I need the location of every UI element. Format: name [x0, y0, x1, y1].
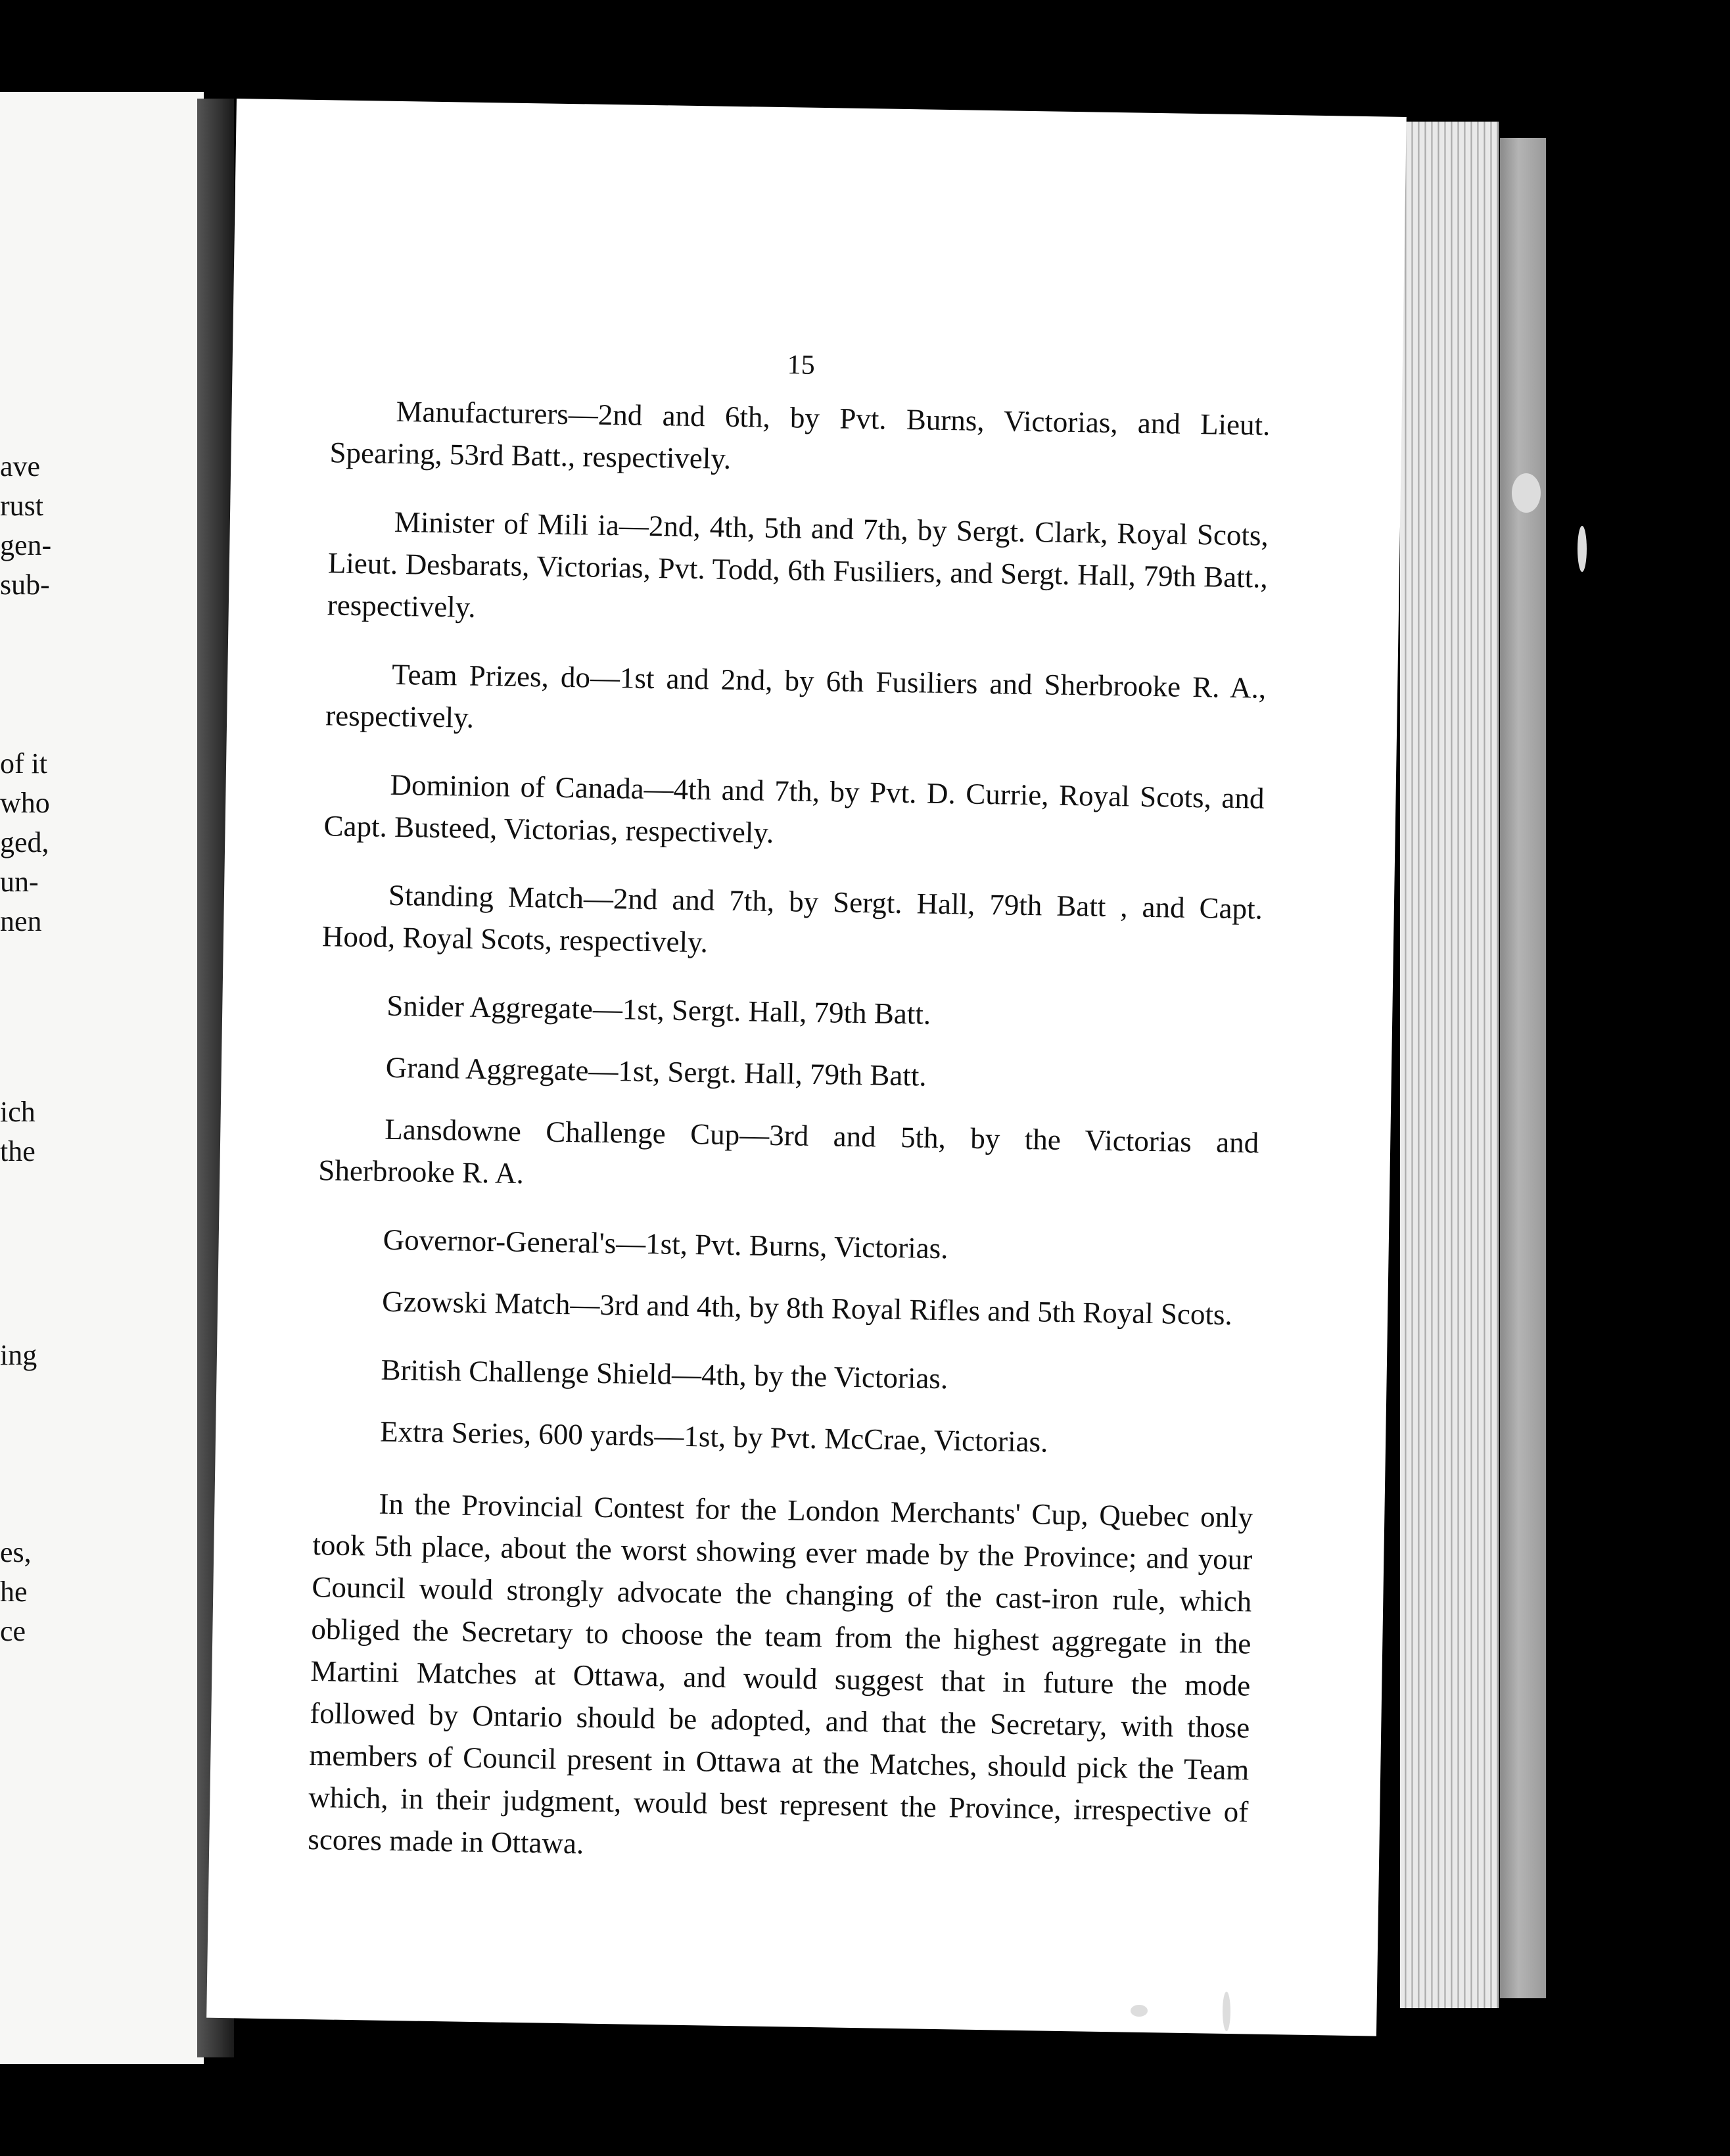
left-page-fragment: ged, — [0, 826, 49, 858]
left-page-fragment: who — [0, 787, 50, 819]
prize-entry: Standing Match—2nd and 7th, by Sergt. Hall, 79th Batt , and Capt. Hood, Royal Scots, respectively. — [321, 878, 1263, 959]
prize-entry: Minister of Mili ia—2nd, 4th, 5th and 7th, by Sergt. Clark, Royal Scots, Lieut. Desbarats, Victorias, Pvt. Todd, 6th Fusiliers, and Sergt. Hall, 79th Batt., respectively. — [327, 505, 1269, 624]
prize-entry: British Challenge Shield—4th, by the Victorias. — [381, 1353, 948, 1395]
main-page — [206, 99, 1407, 2036]
left-page-fragment: rust — [0, 490, 43, 522]
prize-entry: Dominion of Canada—4th and 7th, by Pvt. D. Currie, Royal Scots, and Capt. Busteed, Victorias, respectively. — [323, 768, 1265, 849]
left-page-fragment: of it — [0, 747, 48, 780]
page-number: 15 — [787, 350, 816, 381]
paper-speck — [1512, 473, 1541, 513]
left-page-fragment: es, — [0, 1536, 32, 1568]
left-page-fragment: ich — [0, 1096, 35, 1128]
left-page-fragment: sub- — [0, 569, 50, 601]
page-text-block — [307, 337, 1271, 1904]
prize-entry: Lansdowne Challenge Cup—3rd and 5th, by the Victorias and Sherbrooke R. A. — [318, 1112, 1259, 1190]
prize-entry: Grand Aggregate—1st, Sergt. Hall, 79th Batt. — [385, 1050, 927, 1092]
left-page-fragment: ing — [0, 1339, 37, 1371]
paper-speck — [1578, 526, 1587, 572]
left-facing-page — [0, 92, 204, 2064]
paper-speck — [1131, 2005, 1148, 2017]
prize-entry: Manufacturers—2nd and 6th, by Pvt. Burns, Victorias, and Lieut. Spearing, 53rd Batt., respectively. — [329, 394, 1271, 475]
left-page-fragment: ce — [0, 1615, 26, 1647]
prize-entry: Gzowski Match—3rd and 4th, by 8th Royal Rifles and 5th Royal Scots. — [381, 1284, 1233, 1332]
prize-entry: Governor-General's—1st, Pvt. Burns, Victorias. — [383, 1223, 948, 1265]
left-page-fragment: gen- — [0, 529, 52, 561]
left-page-fragment: ave — [0, 450, 41, 482]
book-cover-edge — [1500, 138, 1546, 1998]
prize-entry: Snider Aggregate—1st, Sergt. Hall, 79th Batt. — [386, 989, 931, 1031]
paper-speck — [1223, 1992, 1230, 2031]
prize-entry: Team Prizes, do—1st and 2nd, by 6th Fusiliers and Sherbrooke R. A., respectively. — [325, 657, 1267, 734]
book-fore-edge — [1400, 122, 1499, 2008]
left-page-fragment: he — [0, 1576, 28, 1608]
left-page-fragment: the — [0, 1135, 35, 1167]
prize-entry: Extra Series, 600 yards—1st, by Pvt. McCrae, Victorias. — [379, 1415, 1048, 1459]
left-page-fragment: un- — [0, 866, 39, 898]
left-page-fragment: nen — [0, 905, 42, 937]
body-paragraph: In the Provincial Contest for the London Merchants' Cup, Quebec only took 5th place, about the worst showing ever made by the Province; and your Council would strongly advocate the changing of the cast-iron rule, which obliged the Secretary to choose the team from the highest aggregate in the Martini Matches at Ottawa, and would suggest that in future the mode followed by Ontario should be adopted, and that the Secretary, with those members of Council present in Ottawa at the Matches, should pick the Team which, in their judgment, would best represent the Province, irrespective of scores made in Ottawa. — [308, 1487, 1253, 1860]
